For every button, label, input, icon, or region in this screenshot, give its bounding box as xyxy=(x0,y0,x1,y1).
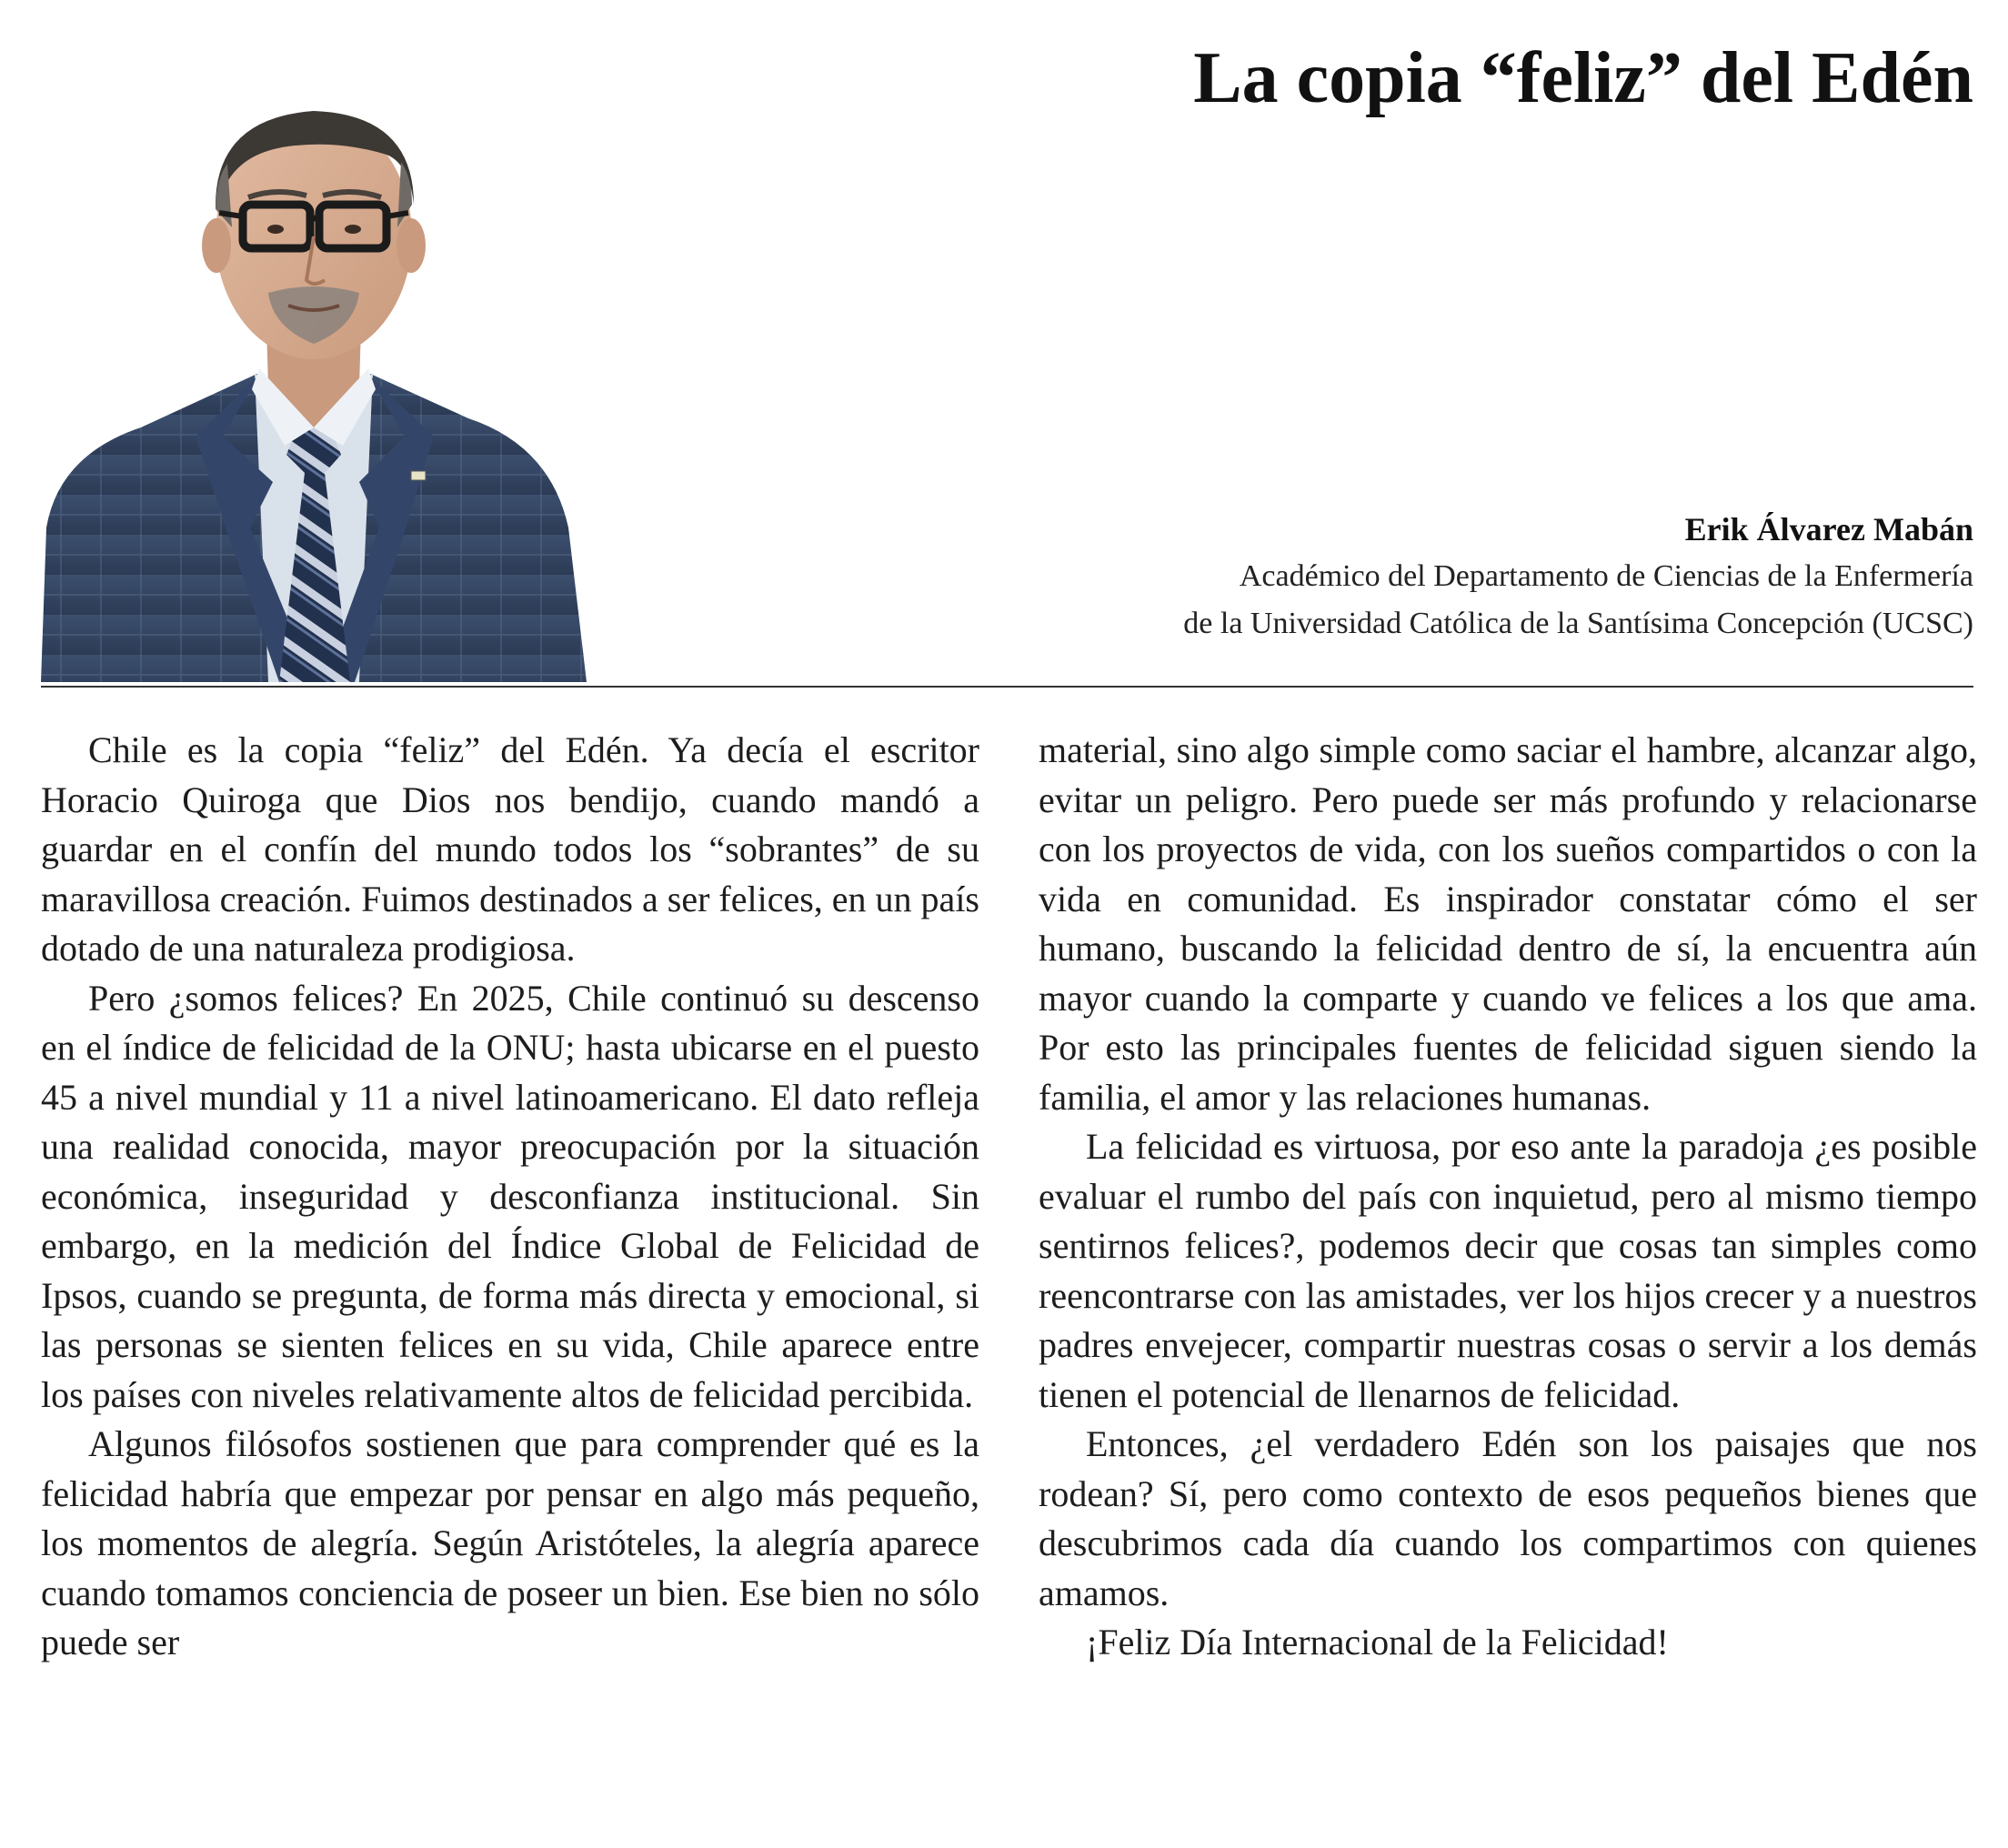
article-title: La copia “feliz” del Edén xyxy=(1193,38,1973,118)
paragraph: La felicidad es virtuosa, por eso ante la paradoja ¿es posible evaluar el rumbo del país con inquietud, pero al mismo tiempo sentirnos felices?, podemos decir que cosas tan simples como reencontrarse con las amistades, ver los hijos crecer y a nuestros padres envejecer, compartir nuestras cosas o servir a los demás tienen el potencial de llenarnos de felicidad. xyxy=(1039,1126,1977,1415)
header-divider xyxy=(41,686,1973,688)
author-role-line-2: de la Universidad Católica de la Santísima Concepción (UCSC) xyxy=(1183,607,1973,640)
paragraph: material, sino algo simple como saciar el hambre, alcanzar algo, evitar un peligro. Pero puede ser más profundo y relacionarse con los proyectos de vida, con los sueños compartidos o con la vida en comunidad. Es inspirador constatar cómo el ser humano, buscando la felicidad dentro de sí, la encuentra aún mayor cuando la comparte y cuando ve felices a los que ama. Por esto las principales fuentes de felicidad siguen siendo la familia, el amor y las relaciones humanas. xyxy=(1039,729,1977,1118)
author-role-line-1: Académico del Departamento de Ciencias de la Enfermería xyxy=(1239,559,1973,593)
author-name: Erik Álvarez Mabán xyxy=(1684,511,1973,547)
paragraph: Pero ¿somos felices? En 2025, Chile continuó su descenso en el índice de felicidad de la ONU; hasta ubicarse en el puesto 45 a nivel mundial y 11 a nivel latinoamericano. El dato refleja una realidad conocida, mayor preocupación por la situación económica, inseguridad y desconfianza institucional. Sin embargo, en la medición del Índice Global de Felicidad de Ipsos, cuando se pregunta, de forma más directa y emocional, si las personas se sienten felices en su vida, Chile aparece entre los países con niveles relativamente altos de felicidad percibida. xyxy=(41,977,979,1415)
paragraph: Entonces, ¿el verdadero Edén son los paisajes que nos rodean? Sí, pero como contexto de esos pequeños bienes que descubrimos cada día cuando los compartimos con quienes amamos. xyxy=(1039,1423,1977,1613)
article-column-left xyxy=(41,726,979,1668)
author-byline xyxy=(1183,506,1973,648)
article-column-right xyxy=(1039,726,1977,1668)
paragraph: Chile es la copia “feliz” del Edén. Ya decía el escritor Horacio Quiroga que Dios nos bendijo, cuando mandó a guardar en el confín del mundo todos los “sobrantes” de su maravillosa creación. Fuimos destinados a ser felices, en un país dotado de una naturaleza prodigiosa. xyxy=(41,729,979,969)
author-portrait xyxy=(41,55,605,682)
paragraph-closing: ¡Feliz Día Internacional de la Felicidad! xyxy=(1086,1622,1669,1662)
paragraph: Algunos filósofos sostienen que para comprender qué es la felicidad habría que empezar por pensar en algo más pequeño, los momentos de alegría. Según Aristóteles, la alegría aparece cuando tomamos conciencia de poseer un bien. Ese bien no sólo puede ser xyxy=(41,1423,979,1662)
